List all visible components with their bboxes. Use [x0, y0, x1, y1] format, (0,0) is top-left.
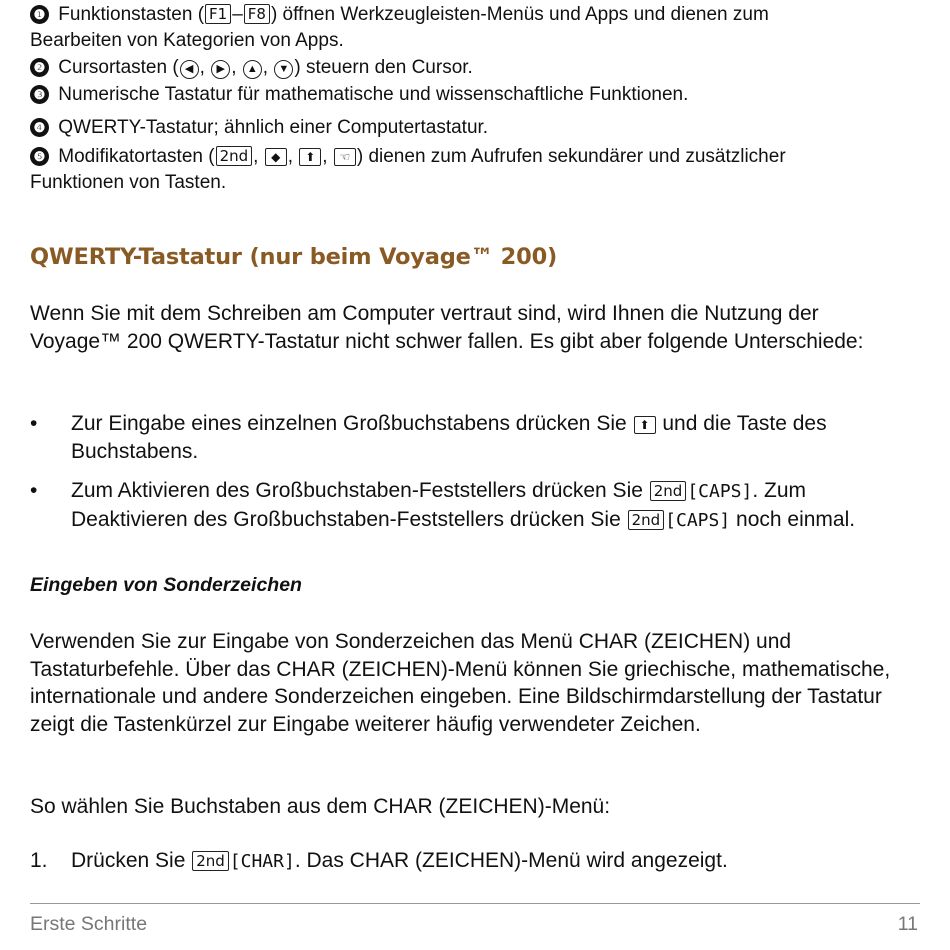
caps-key-label: [CAPS] — [665, 509, 731, 531]
number-4-badge: ❹ — [30, 118, 49, 137]
cursor-down-icon: ▼ — [274, 60, 293, 79]
f1-key-icon: F1 — [205, 4, 231, 24]
2nd-key-icon: 2nd — [650, 481, 687, 501]
step-number: 1. — [30, 849, 48, 872]
caps-key-label: [CAPS] — [687, 481, 753, 502]
footer-divider — [30, 903, 920, 904]
bullet-single-capital: • Zur Eingabe eines einzelnen Großbuchstabens drücken Sie ⬆ und die Taste des Buchstabens. — [30, 412, 827, 463]
hand-key-icon: ☜ — [334, 148, 356, 166]
special-chars-paragraph: Verwenden Sie zur Eingabe von Sonderzeichen das Menü CHAR (ZEICHEN) und Tastaturbefehle. Über das CHAR (ZEICHEN)-Menü können Sie griechische, mathematische, internationale und andere Sonderzeichen eingeben. Eine Bildschirmdarstellung der Tastatur zeigt die Tastenkürzel zur Eingabe weiterer häufig verwendeter Zeichen. — [30, 630, 891, 736]
char-menu-intro: So wählen Sie Buchstaben aus dem CHAR (ZEICHEN)-Menü: — [30, 795, 611, 818]
2nd-key-icon: 2nd — [216, 146, 253, 166]
step-1: 1. Drücken Sie 2nd [CHAR]. Das CHAR (ZEICHEN)-Menü wird angezeigt. — [30, 847, 920, 876]
shift-key-icon: ⬆ — [299, 148, 321, 166]
2nd-key-icon: 2nd — [192, 851, 229, 871]
2nd-key-icon: 2nd — [628, 510, 665, 530]
cursor-up-icon: ▲ — [243, 60, 262, 79]
cursor-keys-text: ❷ Cursortasten ( ◀ , ▶ , ▲ , ▼ ) steuern den Cursor. — [30, 55, 920, 81]
footer-section-title: Erste Schritte — [30, 913, 148, 935]
char-key-label: [CHAR] — [229, 851, 295, 872]
section-heading: QWERTY-Tastatur (nur beim Voyage™ 200) — [30, 244, 558, 270]
numeric-keypad-text: ❸ Numerische Tastatur für mathematische und wissenschaftliche Funktionen. — [30, 82, 920, 108]
qwerty-intro-paragraph: Wenn Sie mit dem Schreiben am Computer vertraut sind, wird Ihnen die Nutzung der Voyage™ 200 QWERTY-Tastatur nicht schwer fallen. Es gibt aber folgende Unterschiede: — [30, 302, 864, 353]
qwerty-keyboard-text: ❹ QWERTY-Tastatur; ähnlich einer Computertastatur. — [30, 115, 920, 141]
bullet-dot: • — [30, 412, 38, 435]
f8-key-icon: F8 — [244, 4, 270, 24]
cursor-right-icon: ▶ — [211, 60, 230, 79]
page-number: 11 — [897, 913, 918, 935]
shift-key-icon: ⬆ — [634, 416, 656, 434]
subsection-heading: Eingeben von Sonderzeichen — [30, 574, 302, 596]
diamond-key-icon: ◆ — [265, 148, 287, 166]
number-1-badge: ❶ — [30, 5, 49, 24]
bullet-caps-lock: • Zum Aktivieren des Großbuchstaben-Feststellers drücken Sie 2nd [CAPS]. Zum Deaktivieren des Großbuchstaben-Feststellers drücken Sie 2nd [CAPS] noch einmal. — [30, 479, 856, 531]
number-5-badge: ❺ — [30, 147, 49, 166]
modifier-keys-text: ❺ Modifikatortasten ( 2nd , ◆ , ⬆ , ☜ ) dienen zum Aufrufen sekundärer und zusätzlicher Funktionen von Tasten. — [30, 146, 786, 193]
cursor-left-icon: ◀ — [180, 60, 199, 79]
number-3-badge: ❸ — [30, 85, 49, 104]
function-keys-text: ❶ Funktionstasten ( F1 – F8 ) öffnen Werkzeugleisten-Menüs und Apps und dienen zum Bearbeiten von Kategorien von Apps. — [30, 4, 769, 51]
number-2-badge: ❷ — [30, 58, 49, 77]
bullet-dot: • — [30, 479, 38, 502]
